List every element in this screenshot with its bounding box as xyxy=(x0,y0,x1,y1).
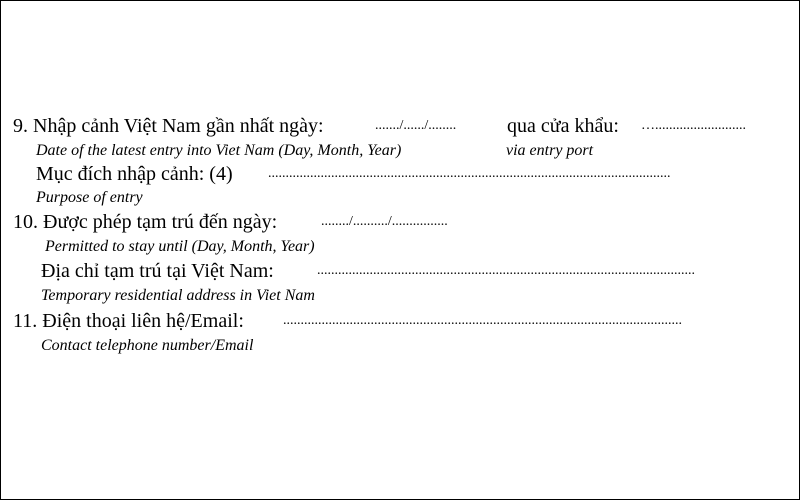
item10-label: 10. Được phép tạm trú đến ngày: xyxy=(13,211,278,233)
address-translation: Temporary residential address in Viet Nam xyxy=(41,287,315,304)
address-label: Địa chỉ tạm trú tại Việt Nam: xyxy=(41,260,274,282)
item9-port-translation: via entry port xyxy=(506,142,594,159)
item11-row xyxy=(13,310,778,332)
item9-date-blank[interactable]: ......./....../........ xyxy=(375,118,457,133)
address-blank[interactable]: ............................................................................................................ xyxy=(317,263,695,278)
item10-row xyxy=(13,211,513,233)
address-row xyxy=(41,260,771,282)
item11-label: 11. Điện thoại liên hệ/Email: xyxy=(13,310,244,332)
item11-translation: Contact telephone number/Email xyxy=(41,337,254,354)
purpose-row xyxy=(36,163,781,185)
purpose-translation-row xyxy=(36,189,336,207)
item9-port-blank[interactable]: ….......................... xyxy=(641,118,746,133)
item11-translation-row xyxy=(41,337,461,355)
item9-row xyxy=(13,115,793,137)
purpose-label: Mục đích nhập cảnh: (4) xyxy=(36,163,233,185)
item11-blank[interactable]: .................................................................................................................. xyxy=(283,313,682,328)
item9-translation-row xyxy=(36,142,796,160)
purpose-blank[interactable]: ................................................................................................................... xyxy=(268,166,671,181)
item10-date-blank[interactable]: ......../........../................ xyxy=(321,214,448,229)
address-translation-row xyxy=(41,287,461,305)
item9-label: 9. Nhập cảnh Việt Nam gần nhất ngày: xyxy=(13,115,324,137)
item10-translation: Permitted to stay until (Day, Month, Year) xyxy=(45,238,315,255)
item10-translation-row xyxy=(45,238,465,256)
item9-port-label: qua cửa khẩu: xyxy=(507,115,619,137)
item9-translation: Date of the latest entry into Viet Nam (Day, Month, Year) xyxy=(36,142,402,159)
purpose-translation: Purpose of entry xyxy=(36,189,143,206)
